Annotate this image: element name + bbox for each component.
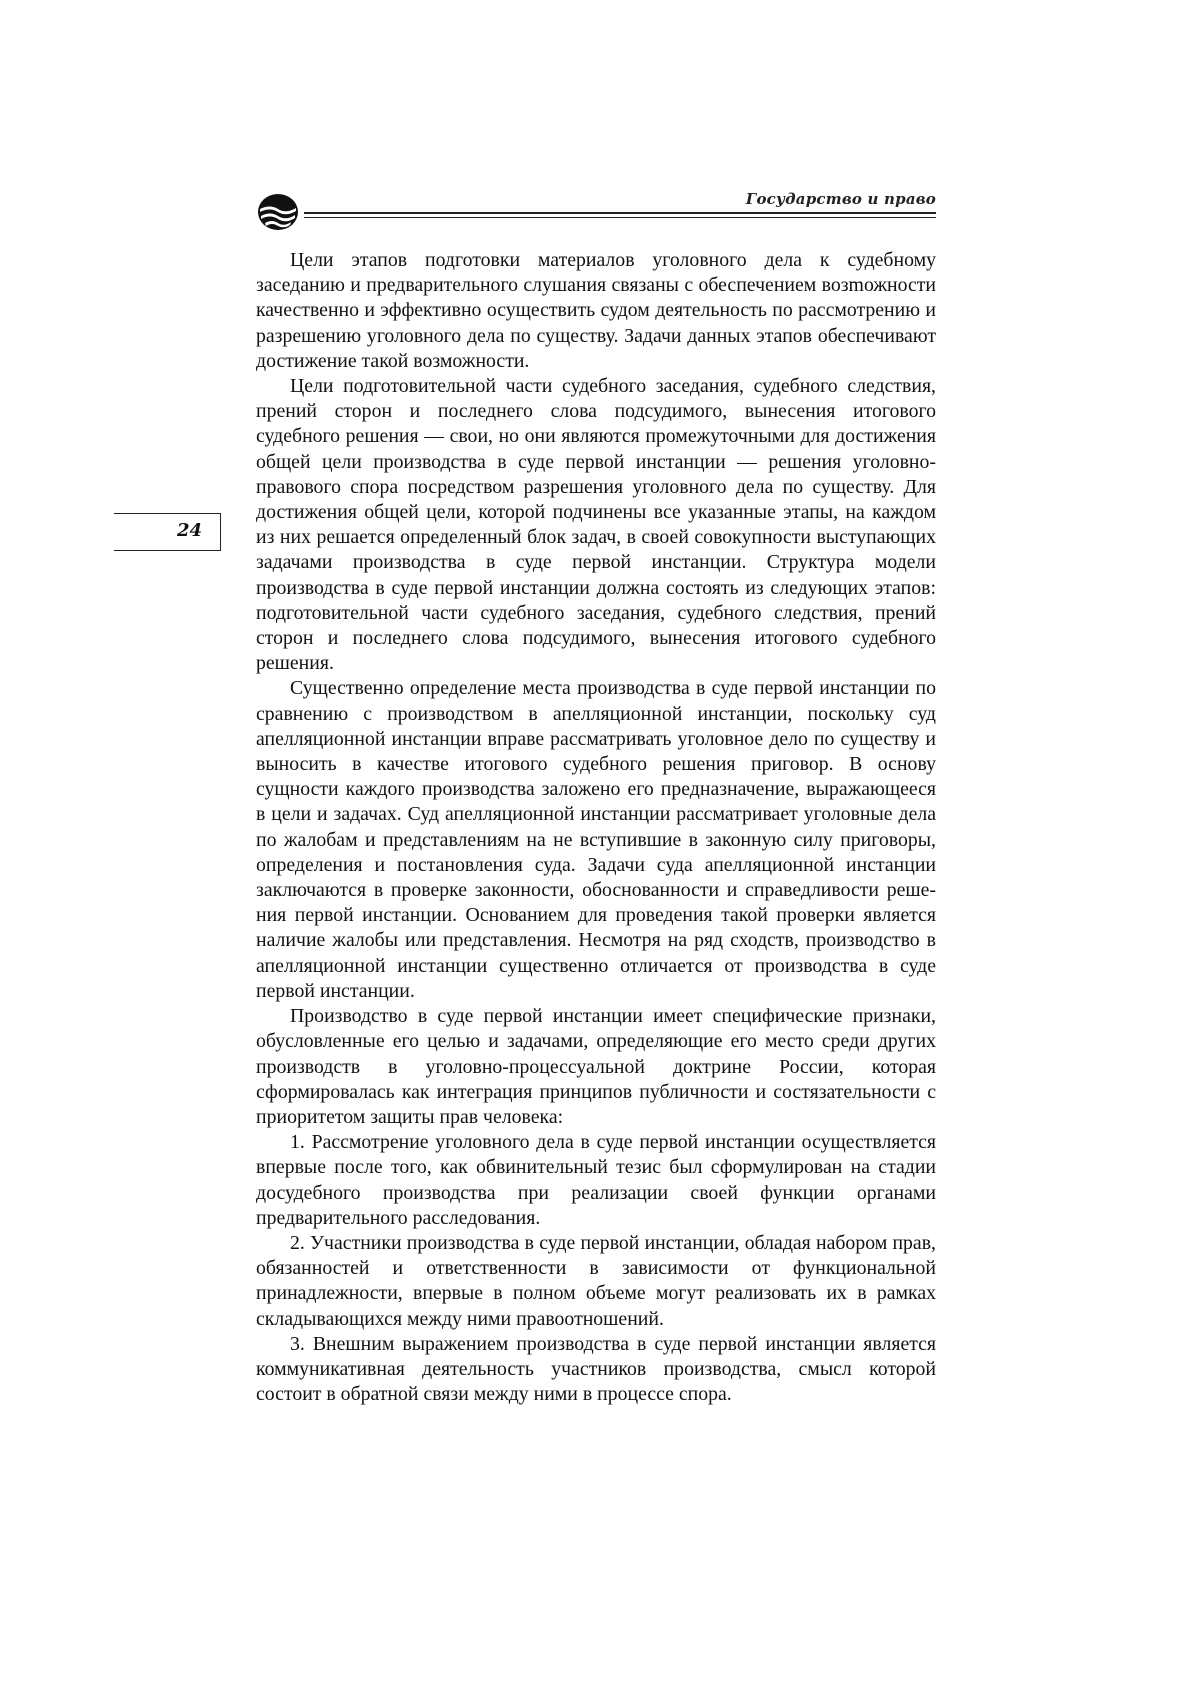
list-item: 1. Рассмотрение уголовного дела в суде первой инстанции осуществляется впервые после того, как обвинительный тезис был сформулирован на стадии досудебного производства при реализации своей функции органами предварительного расследования. [256,1131,936,1229]
running-header-title: Государство и право [745,190,936,208]
paragraph: Производство в суде первой инстанции имеет специфические признаки, обусловленные его целью и задачами, определяющие его место среди других производств в уголовно-процессуальной доктрине России, которая сформировалась как интеграция принципов публичности и состязательности с приоритетом защиты прав человека: [256,1005,936,1128]
list-item: 2. Участники производства в суде первой инстанции, обладая набором прав, обязанностей и ответственности в зависимости от функциональной принадлежности, впервые в полном объеме могут реализовать их в рамках складывающихся между ними правоотношений. [256,1231,936,1330]
paragraph: Существенно определение места производства в суде первой инстанции по сравнению с производством в апелляционной инстанции, поскольку суд апелляционной инстанции вправе рассматривать уголовное дело по существу и выносить в качестве итогового судебного решения приговор. В основу сущности каждого производства заложено его предназначение, выражающееся в цели и задачах. Суд апелляционной инстанции рассматривает уголовные дела по жалобам и представлениям на не вступившие в законную силу приговоры, определения и постановления суда. Задачи суда апелляционной инстанции заключаются в проверке законности, обоснованности и справедливости решения первой инстанции. Основанием для проведения такой проверки является наличие жалобы или представления. Несмотря на ряд сходств, производство в апелляционной инстанции существенно отличается от производства в суде первой инстанции. [256,677,936,1002]
list-item: 3. Внешним выражением производства в суде первой инстанции является коммуникативная деятельность участников производства, смысл которой состоит в обратной связи между ними в процессе спора. [256,1332,936,1406]
body-text [256,248,936,1407]
paragraph: Цели подготовительной части судебного заседания, судебного следствия, прений сторон и последнего слова подсудимого, вынесения итогового судебного решения — свои, но они являются промежуточными для достижения общей цели производства в суде первой инстанции — решения уголовно-правового спора посредством разрешения уголовного дела по существу. Для достижения общей цели, которой подчинены все указанные этапы, на каждом из них решается определенный блок задач, в своей совокупности выступающих задачами производства в суде первой инстанции. Структура модели производства в суде первой инстанции должна состоять из следующих этапов: подготовительной части судебного заседания, судебного следствия, прений сторон и последнего слова подсудимого, вынесения итогового судебного решения. [256,375,936,675]
header-rule-thick [304,212,936,214]
journal-logo-icon [256,192,300,232]
header-rule-thin [304,217,936,218]
page-number-box [114,513,221,551]
page-number: 24 [176,520,202,541]
paragraph: Цели этапов подготовки материалов уголовного дела к судебному заседанию и предварительного слушания связаны с обеспечением возmожности качественно и эффективно осуществить судом деятельность по рассмотрению и разрешению уголовного дела по существу. Задачи данных этапов обеспечивают достижение такой возможности. [256,249,936,372]
